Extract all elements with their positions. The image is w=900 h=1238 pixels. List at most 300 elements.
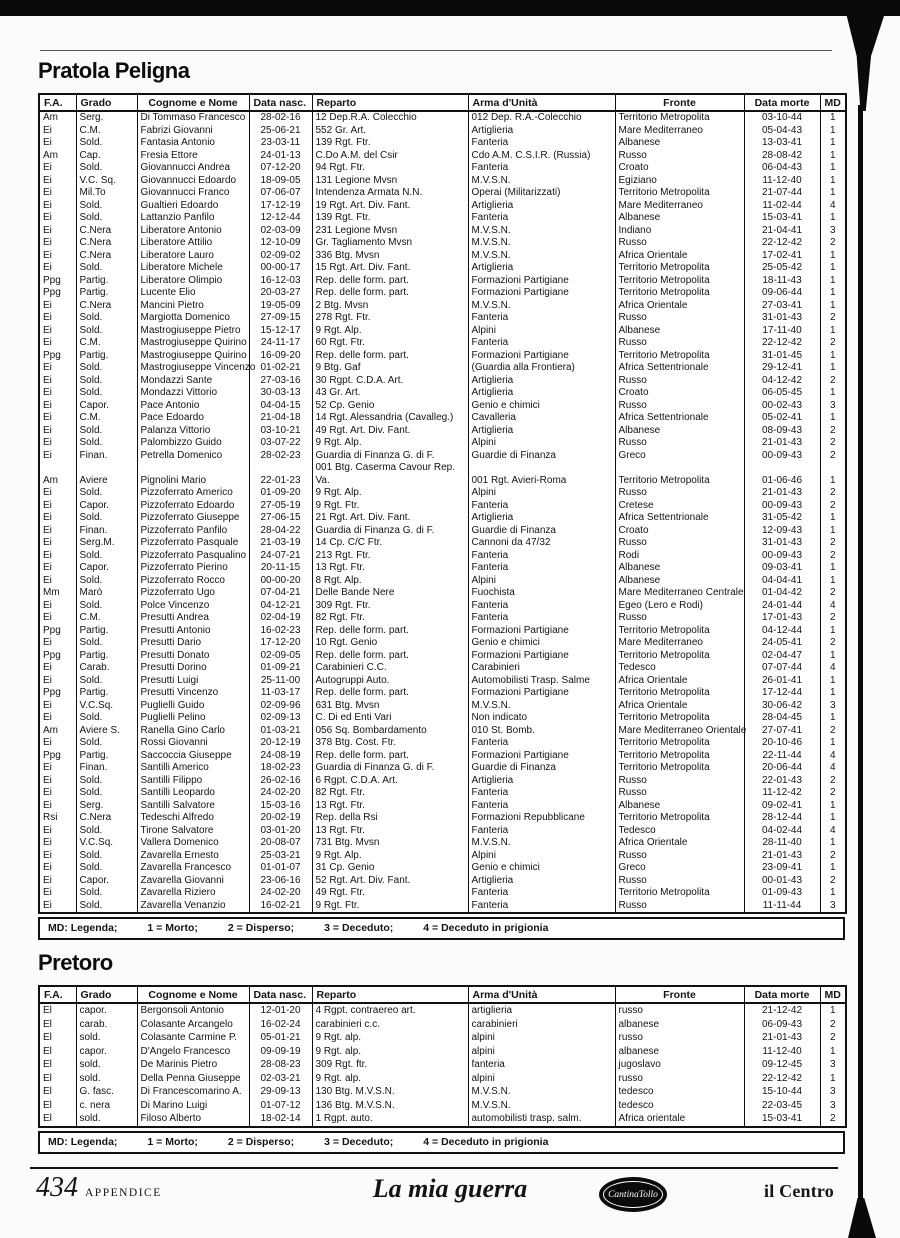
data-nascita-cell: 27-09-15 <box>249 312 312 325</box>
data-morte-cell: 04-12-44 <box>744 625 820 638</box>
data-nascita-cell: 18-02-14 <box>249 1112 312 1127</box>
md-cell: 4 <box>820 662 846 675</box>
grado-cell: capor. <box>76 1045 137 1059</box>
grado-cell: Partig. <box>76 275 137 288</box>
fronte-cell: Albanese <box>615 212 744 225</box>
table-row <box>39 1031 846 1045</box>
fronte-cell: Africa Orientale <box>615 700 744 713</box>
arma-cell: Alpini <box>468 325 615 338</box>
table-row <box>39 300 846 313</box>
table-header-row <box>39 94 846 111</box>
grado-cell: Serg.M. <box>76 537 137 550</box>
column-header: Reparto <box>312 986 468 1003</box>
table-row <box>39 787 846 800</box>
grado-cell: C.Nera <box>76 237 137 250</box>
nome-cell: Zavarella Francesco <box>137 862 249 875</box>
footer-rule <box>30 1167 838 1169</box>
fa-cell: Ppg <box>39 275 76 288</box>
data-morte-cell: 24-05-41 <box>744 637 820 650</box>
nome-cell: Presutti Dorino <box>137 662 249 675</box>
arma-cell: artiglieria <box>468 1003 615 1018</box>
fa-cell: Ei <box>39 850 76 863</box>
fa-cell: El <box>39 1085 76 1099</box>
data-morte-cell: 31-01-43 <box>744 312 820 325</box>
grado-cell: Sold. <box>76 850 137 863</box>
table-row <box>39 450 846 463</box>
fronte-cell: Russo <box>615 612 744 625</box>
fa-cell: El <box>39 1003 76 1018</box>
fa-cell: Ei <box>39 612 76 625</box>
fronte-cell: Croato <box>615 525 744 538</box>
fa-cell: Ei <box>39 787 76 800</box>
grado-cell: Marò <box>76 587 137 600</box>
fa-cell: Ei <box>39 800 76 813</box>
arma-cell: M.V.S.N. <box>468 225 615 238</box>
nome-cell: Pace Antonio <box>137 400 249 413</box>
page-number: 434 <box>36 1172 78 1203</box>
md-cell: 4 <box>820 200 846 213</box>
data-nascita-cell: 02-04-19 <box>249 612 312 625</box>
table-row <box>39 512 846 525</box>
fronte-cell: Indiano <box>615 225 744 238</box>
fa-cell: Ei <box>39 525 76 538</box>
reparto-cell: 231 Legione Mvsn <box>312 225 468 238</box>
md-cell: 2 <box>820 587 846 600</box>
data-morte-cell: 15-03-41 <box>744 1112 820 1127</box>
arma-cell: 010 St. Bomb. <box>468 725 615 738</box>
data-morte-cell: 13-03-41 <box>744 137 820 150</box>
grado-cell: Finan. <box>76 762 137 775</box>
reparto-cell: Rep. delle form. part. <box>312 275 468 288</box>
fronte-cell: Rodi <box>615 550 744 563</box>
fa-cell: Ei <box>39 375 76 388</box>
grado-cell: Sold. <box>76 437 137 450</box>
fa-cell: El <box>39 1112 76 1127</box>
fronte-cell: Russo <box>615 375 744 388</box>
md-cell: 1 <box>820 675 846 688</box>
table-row <box>39 1003 846 1018</box>
column-header: Data morte <box>744 986 820 1003</box>
fronte-cell: Mare Mediterraneo Centrale <box>615 587 744 600</box>
data-nascita-cell: 02-09-13 <box>249 712 312 725</box>
md-cell: 2 <box>820 237 846 250</box>
nome-cell: De Marinis Pietro <box>137 1058 249 1072</box>
fa-cell: Ei <box>39 450 76 463</box>
data-morte-cell: 28-12-44 <box>744 812 820 825</box>
nome-cell: Tedeschi Alfredo <box>137 812 249 825</box>
arma-cell: Carabinieri <box>468 662 615 675</box>
reparto-cell: Guardia di Finanza G. di F. <box>312 450 468 463</box>
arma-cell: Artiglieria <box>468 375 615 388</box>
reparto-cell: Rep. della Rsi <box>312 812 468 825</box>
nome-cell: Santilli Leopardo <box>137 787 249 800</box>
data-nascita-cell: 01-01-07 <box>249 862 312 875</box>
fa-cell: Ei <box>39 737 76 750</box>
nome-cell: Pizzoferrato Panfilo <box>137 525 249 538</box>
scan-edge-line <box>858 105 863 1205</box>
data-morte-cell: 31-05-42 <box>744 512 820 525</box>
grado-cell: C.Nera <box>76 225 137 238</box>
table-row <box>39 1099 846 1113</box>
fronte-cell: Croato <box>615 162 744 175</box>
nome-cell: Fresia Ettore <box>137 150 249 163</box>
grado-cell: Finan. <box>76 450 137 463</box>
fa-cell: Ei <box>39 512 76 525</box>
arma-cell: fanteria <box>468 1058 615 1072</box>
data-morte-cell: 28-08-42 <box>744 150 820 163</box>
data-morte-cell: 15-10-44 <box>744 1085 820 1099</box>
nome-cell: Mancini Pietro <box>137 300 249 313</box>
table-row <box>39 812 846 825</box>
nome-cell: Presutti Donato <box>137 650 249 663</box>
md-cell: 1 <box>820 212 846 225</box>
reparto-cell: 30 Rgpt. C.D.A. Art. <box>312 375 468 388</box>
table-row <box>39 675 846 688</box>
reparto-cell: 9 Rgt. Alp. <box>312 487 468 500</box>
data-nascita-cell: 03-01-20 <box>249 825 312 838</box>
table-row <box>39 687 846 700</box>
data-morte-cell: 22-12-42 <box>744 1072 820 1086</box>
fa-cell: Ei <box>39 500 76 513</box>
reparto-cell: 82 Rgt. Ftr. <box>312 612 468 625</box>
data-morte-cell: 09-02-41 <box>744 800 820 813</box>
grado-cell: C.Nera <box>76 250 137 263</box>
legend-label: MD: Legenda; <box>48 922 118 934</box>
data-morte-cell: 17-02-41 <box>744 250 820 263</box>
reparto-cell: 31 Cp. Genio <box>312 862 468 875</box>
arma-cell: Fanteria <box>468 887 615 900</box>
nome-cell: Pizzoferrato Pasqualino <box>137 550 249 563</box>
legend-item: 2 = Disperso; <box>227 922 295 934</box>
data-morte-cell: 03-10-44 <box>744 111 820 125</box>
md-cell: 1 <box>820 650 846 663</box>
data-nascita-cell: 24-08-19 <box>249 750 312 763</box>
data-morte-cell: 09-12-45 <box>744 1058 820 1072</box>
reparto-cell: 13 Rgt. Ftr. <box>312 562 468 575</box>
arma-cell: (Guardia alla Frontiera) <box>468 362 615 375</box>
arma-cell: alpini <box>468 1072 615 1086</box>
arma-cell: 012 Dep. R.A.-Colecchio <box>468 111 615 125</box>
md-cell: 1 <box>820 275 846 288</box>
data-morte-cell: 01-09-43 <box>744 887 820 900</box>
data-nascita-cell: 11-03-17 <box>249 687 312 700</box>
grado-cell: Sold. <box>76 862 137 875</box>
data-morte-cell: 22-03-45 <box>744 1099 820 1113</box>
fronte-cell: Russo <box>615 150 744 163</box>
md-cell: 1 <box>820 512 846 525</box>
fa-cell: Ei <box>39 675 76 688</box>
grado-cell: Capor. <box>76 562 137 575</box>
arma-cell: Non indicato <box>468 712 615 725</box>
table-row <box>39 387 846 400</box>
data-morte-cell: 04-12-42 <box>744 375 820 388</box>
data-morte-cell: 21-12-42 <box>744 1003 820 1018</box>
grado-cell: Sold. <box>76 637 137 650</box>
fa-cell: Ei <box>39 162 76 175</box>
table-row <box>39 312 846 325</box>
data-morte-cell: 00-02-43 <box>744 400 820 413</box>
fronte-cell: Africa Orientale <box>615 675 744 688</box>
data-morte-cell: 17-12-44 <box>744 687 820 700</box>
data-morte-cell: 11-02-44 <box>744 200 820 213</box>
data-morte-cell: 21-04-41 <box>744 225 820 238</box>
nome-cell: Liberatore Antonio <box>137 225 249 238</box>
fa-cell: Ei <box>39 600 76 613</box>
arma-cell: M.V.S.N. <box>468 300 615 313</box>
fa-cell: Ppg <box>39 350 76 363</box>
grado-cell: Aviere S. <box>76 725 137 738</box>
fronte-cell: Mare Mediterraneo <box>615 200 744 213</box>
md-cell: 2 <box>820 550 846 563</box>
fronte-cell: Territorio Metropolita <box>615 712 744 725</box>
table-row <box>39 1045 846 1059</box>
legend-item: 1 = Morto; <box>147 1135 198 1148</box>
md-cell: 2 <box>820 875 846 888</box>
reparto-cell: 9 Rgt. Alp. <box>312 437 468 450</box>
fa-cell: El <box>39 1031 76 1045</box>
grado-cell: Serg. <box>76 800 137 813</box>
arma-cell: Formazioni Partigiane <box>468 275 615 288</box>
fronte-cell: russo <box>615 1031 744 1045</box>
reparto-cell: Rep. delle form. part. <box>312 750 468 763</box>
data-nascita-cell: 02-03-09 <box>249 225 312 238</box>
data-nascita-cell: 16-09-20 <box>249 350 312 363</box>
fa-cell: Ei <box>39 575 76 588</box>
grado-cell: Sold. <box>76 312 137 325</box>
data-morte-cell: 05-02-41 <box>744 412 820 425</box>
data-morte-cell: 00-09-43 <box>744 450 820 463</box>
grado-cell: Aviere <box>76 462 137 487</box>
table-row <box>39 762 846 775</box>
arma-cell: Fanteria <box>468 162 615 175</box>
table-row <box>39 137 846 150</box>
fa-cell: Ei <box>39 237 76 250</box>
data-nascita-cell: 20-12-19 <box>249 737 312 750</box>
fa-cell: Am <box>39 150 76 163</box>
fronte-cell: tedesco <box>615 1099 744 1113</box>
arma-cell: Cannoni da 47/32 <box>468 537 615 550</box>
arma-cell: Artiglieria <box>468 875 615 888</box>
nome-cell: Tirone Salvatore <box>137 825 249 838</box>
reparto-cell: 9 Rgt. Ftr. <box>312 500 468 513</box>
arma-cell: Guardie di Finanza <box>468 450 615 463</box>
fronte-cell: Territorio Metropolita <box>615 350 744 363</box>
md-cell: 2 <box>820 1018 846 1032</box>
fa-cell: Ei <box>39 637 76 650</box>
table-row <box>39 600 846 613</box>
nome-cell: Polce Vincenzo <box>137 600 249 613</box>
nome-cell: Bergonsoli Antonio <box>137 1003 249 1018</box>
fa-cell: Ei <box>39 762 76 775</box>
data-morte-cell: 20-10-46 <box>744 737 820 750</box>
fronte-cell: Mare Mediterraneo Orientale <box>615 725 744 738</box>
column-header: Cognome e Nome <box>137 986 249 1003</box>
fa-cell: Ei <box>39 862 76 875</box>
grado-cell: Sold. <box>76 162 137 175</box>
nome-cell: Santilli Salvatore <box>137 800 249 813</box>
fronte-cell: Territorio Metropolita <box>615 111 744 125</box>
column-header: Cognome e Nome <box>137 94 249 111</box>
fronte-cell: albanese <box>615 1045 744 1059</box>
md-cell: 1 <box>820 687 846 700</box>
legend-label: MD: Legenda; <box>48 1135 118 1148</box>
fa-cell: Ei <box>39 437 76 450</box>
fronte-cell: Territorio Metropolita <box>615 275 744 288</box>
table-row <box>39 850 846 863</box>
arma-cell: Formazioni Partigiane <box>468 650 615 663</box>
md-cell: 2 <box>820 1112 846 1127</box>
md-cell: 2 <box>820 787 846 800</box>
fa-cell: Ei <box>39 300 76 313</box>
data-morte-cell: 17-11-40 <box>744 325 820 338</box>
fronte-cell: Africa Orientale <box>615 837 744 850</box>
grado-cell: C.M. <box>76 412 137 425</box>
fronte-cell: Territorio Metropolita <box>615 462 744 487</box>
grado-cell: Sold. <box>76 675 137 688</box>
arma-cell: Cavalleria <box>468 412 615 425</box>
fa-cell: Ppg <box>39 687 76 700</box>
fa-cell: Ei <box>39 562 76 575</box>
arma-cell: Artiglieria <box>468 387 615 400</box>
fa-cell: Ei <box>39 175 76 188</box>
fronte-cell: Territorio Metropolita <box>615 750 744 763</box>
data-nascita-cell: 23-03-11 <box>249 137 312 150</box>
reparto-cell: 213 Rgt. Ftr. <box>312 550 468 563</box>
data-nascita-cell: 20-02-19 <box>249 812 312 825</box>
arma-cell: Artiglieria <box>468 262 615 275</box>
arma-cell: Fanteria <box>468 612 615 625</box>
reparto-cell: 9 Rgt. alp. <box>312 1045 468 1059</box>
arma-cell: Alpini <box>468 850 615 863</box>
reparto-cell: 8 Rgt. Alp. <box>312 575 468 588</box>
md-cell: 1 <box>820 625 846 638</box>
data-morte-cell: 21-07-44 <box>744 187 820 200</box>
data-nascita-cell: 04-12-21 <box>249 600 312 613</box>
data-morte-cell: 25-05-42 <box>744 262 820 275</box>
data-nascita-cell: 07-06-07 <box>249 187 312 200</box>
grado-cell: Cap. <box>76 150 137 163</box>
grado-cell: c. nera <box>76 1099 137 1113</box>
nome-cell: Colasante Arcangelo <box>137 1018 249 1032</box>
table-row <box>39 400 846 413</box>
fa-cell: Ei <box>39 712 76 725</box>
md-legend <box>38 917 845 940</box>
arma-cell: Artiglieria <box>468 425 615 438</box>
reparto-cell: Rep. delle form. part. <box>312 625 468 638</box>
data-morte-cell: 11-12-40 <box>744 1045 820 1059</box>
nome-cell: Vallera Domenico <box>137 837 249 850</box>
reparto-cell: 731 Btg. Mvsn <box>312 837 468 850</box>
md-cell: 2 <box>820 487 846 500</box>
arma-cell: Alpini <box>468 575 615 588</box>
table-row <box>39 111 846 125</box>
arma-cell: Formazioni Partigiane <box>468 750 615 763</box>
reparto-cell: 336 Btg. Mvsn <box>312 250 468 263</box>
data-morte-cell: 22-01-43 <box>744 775 820 788</box>
md-cell: 1 <box>820 862 846 875</box>
fa-cell: Ppg <box>39 625 76 638</box>
table-row <box>39 262 846 275</box>
data-nascita-cell: 25-11-00 <box>249 675 312 688</box>
table-row <box>39 162 846 175</box>
table-row <box>39 1058 846 1072</box>
fa-cell: Ei <box>39 187 76 200</box>
md-cell: 1 <box>820 350 846 363</box>
fronte-cell: Territorio Metropolita <box>615 887 744 900</box>
data-morte-cell: 21-01-43 <box>744 1031 820 1045</box>
fa-cell: El <box>39 1099 76 1113</box>
table-row <box>39 437 846 450</box>
md-cell: 2 <box>820 1031 846 1045</box>
fa-cell: Ei <box>39 887 76 900</box>
reparto-cell: Guardia di Finanza G. di F. <box>312 525 468 538</box>
md-cell: 1 <box>820 250 846 263</box>
data-nascita-cell: 24-01-13 <box>249 150 312 163</box>
table-row <box>39 587 846 600</box>
arma-cell: M.V.S.N. <box>468 237 615 250</box>
fronte-cell: Russo <box>615 487 744 500</box>
reparto-cell: 14 Cp. C/C Ftr. <box>312 537 468 550</box>
arma-cell: Formazioni Repubblicane <box>468 812 615 825</box>
reparto-cell: Intendenza Armata N.N. <box>312 187 468 200</box>
data-nascita-cell: 20-08-07 <box>249 837 312 850</box>
nome-cell: Mondazzi Sante <box>137 375 249 388</box>
arma-cell: Formazioni Partigiane <box>468 350 615 363</box>
fronte-cell: Egiziano <box>615 175 744 188</box>
reparto-cell: C.Do A.M. del Csir <box>312 150 468 163</box>
column-header: Fronte <box>615 94 744 111</box>
data-nascita-cell: 22-01-23 <box>249 462 312 487</box>
arma-cell: Artiglieria <box>468 200 615 213</box>
fa-cell: Ppg <box>39 287 76 300</box>
fronte-cell: Russo <box>615 400 744 413</box>
grado-cell: Carab. <box>76 662 137 675</box>
grado-cell: Partig. <box>76 625 137 638</box>
table-row <box>39 1072 846 1086</box>
md-cell: 1 <box>820 300 846 313</box>
reparto-cell: Rep. delle form. part. <box>312 687 468 700</box>
arma-cell: Fanteria <box>468 800 615 813</box>
column-header: Arma d'Unità <box>468 986 615 1003</box>
fa-cell: Ei <box>39 337 76 350</box>
md-cell: 1 <box>820 162 846 175</box>
fronte-cell: Russo <box>615 237 744 250</box>
fronte-cell: Russo <box>615 850 744 863</box>
reparto-cell: 001 Btg. Caserma Cavour Rep. Va. <box>312 462 468 487</box>
fa-cell: Ei <box>39 362 76 375</box>
fa-cell: Ei <box>39 212 76 225</box>
nome-cell: Santilli Filippo <box>137 775 249 788</box>
data-morte-cell: 01-04-42 <box>744 587 820 600</box>
fa-cell: Ei <box>39 700 76 713</box>
table-row <box>39 250 846 263</box>
data-morte-cell: 27-07-41 <box>744 725 820 738</box>
nome-cell: Presutti Antonio <box>137 625 249 638</box>
arma-cell: Fanteria <box>468 312 615 325</box>
reparto-cell: Delle Bande Nere <box>312 587 468 600</box>
table-row <box>39 650 846 663</box>
md-cell: 1 <box>820 150 846 163</box>
nome-cell: Giovannucci Edoardo <box>137 175 249 188</box>
fronte-cell: Territorio Metropolita <box>615 287 744 300</box>
reparto-cell: 378 Btg. Cost. Ftr. <box>312 737 468 750</box>
fronte-cell: Tedesco <box>615 825 744 838</box>
fronte-cell: Albanese <box>615 562 744 575</box>
book-title: La mia guerra <box>372 1174 528 1203</box>
fronte-cell: Albanese <box>615 325 744 338</box>
data-morte-cell: 04-02-44 <box>744 825 820 838</box>
reparto-cell: C. Di ed Enti Vari <box>312 712 468 725</box>
